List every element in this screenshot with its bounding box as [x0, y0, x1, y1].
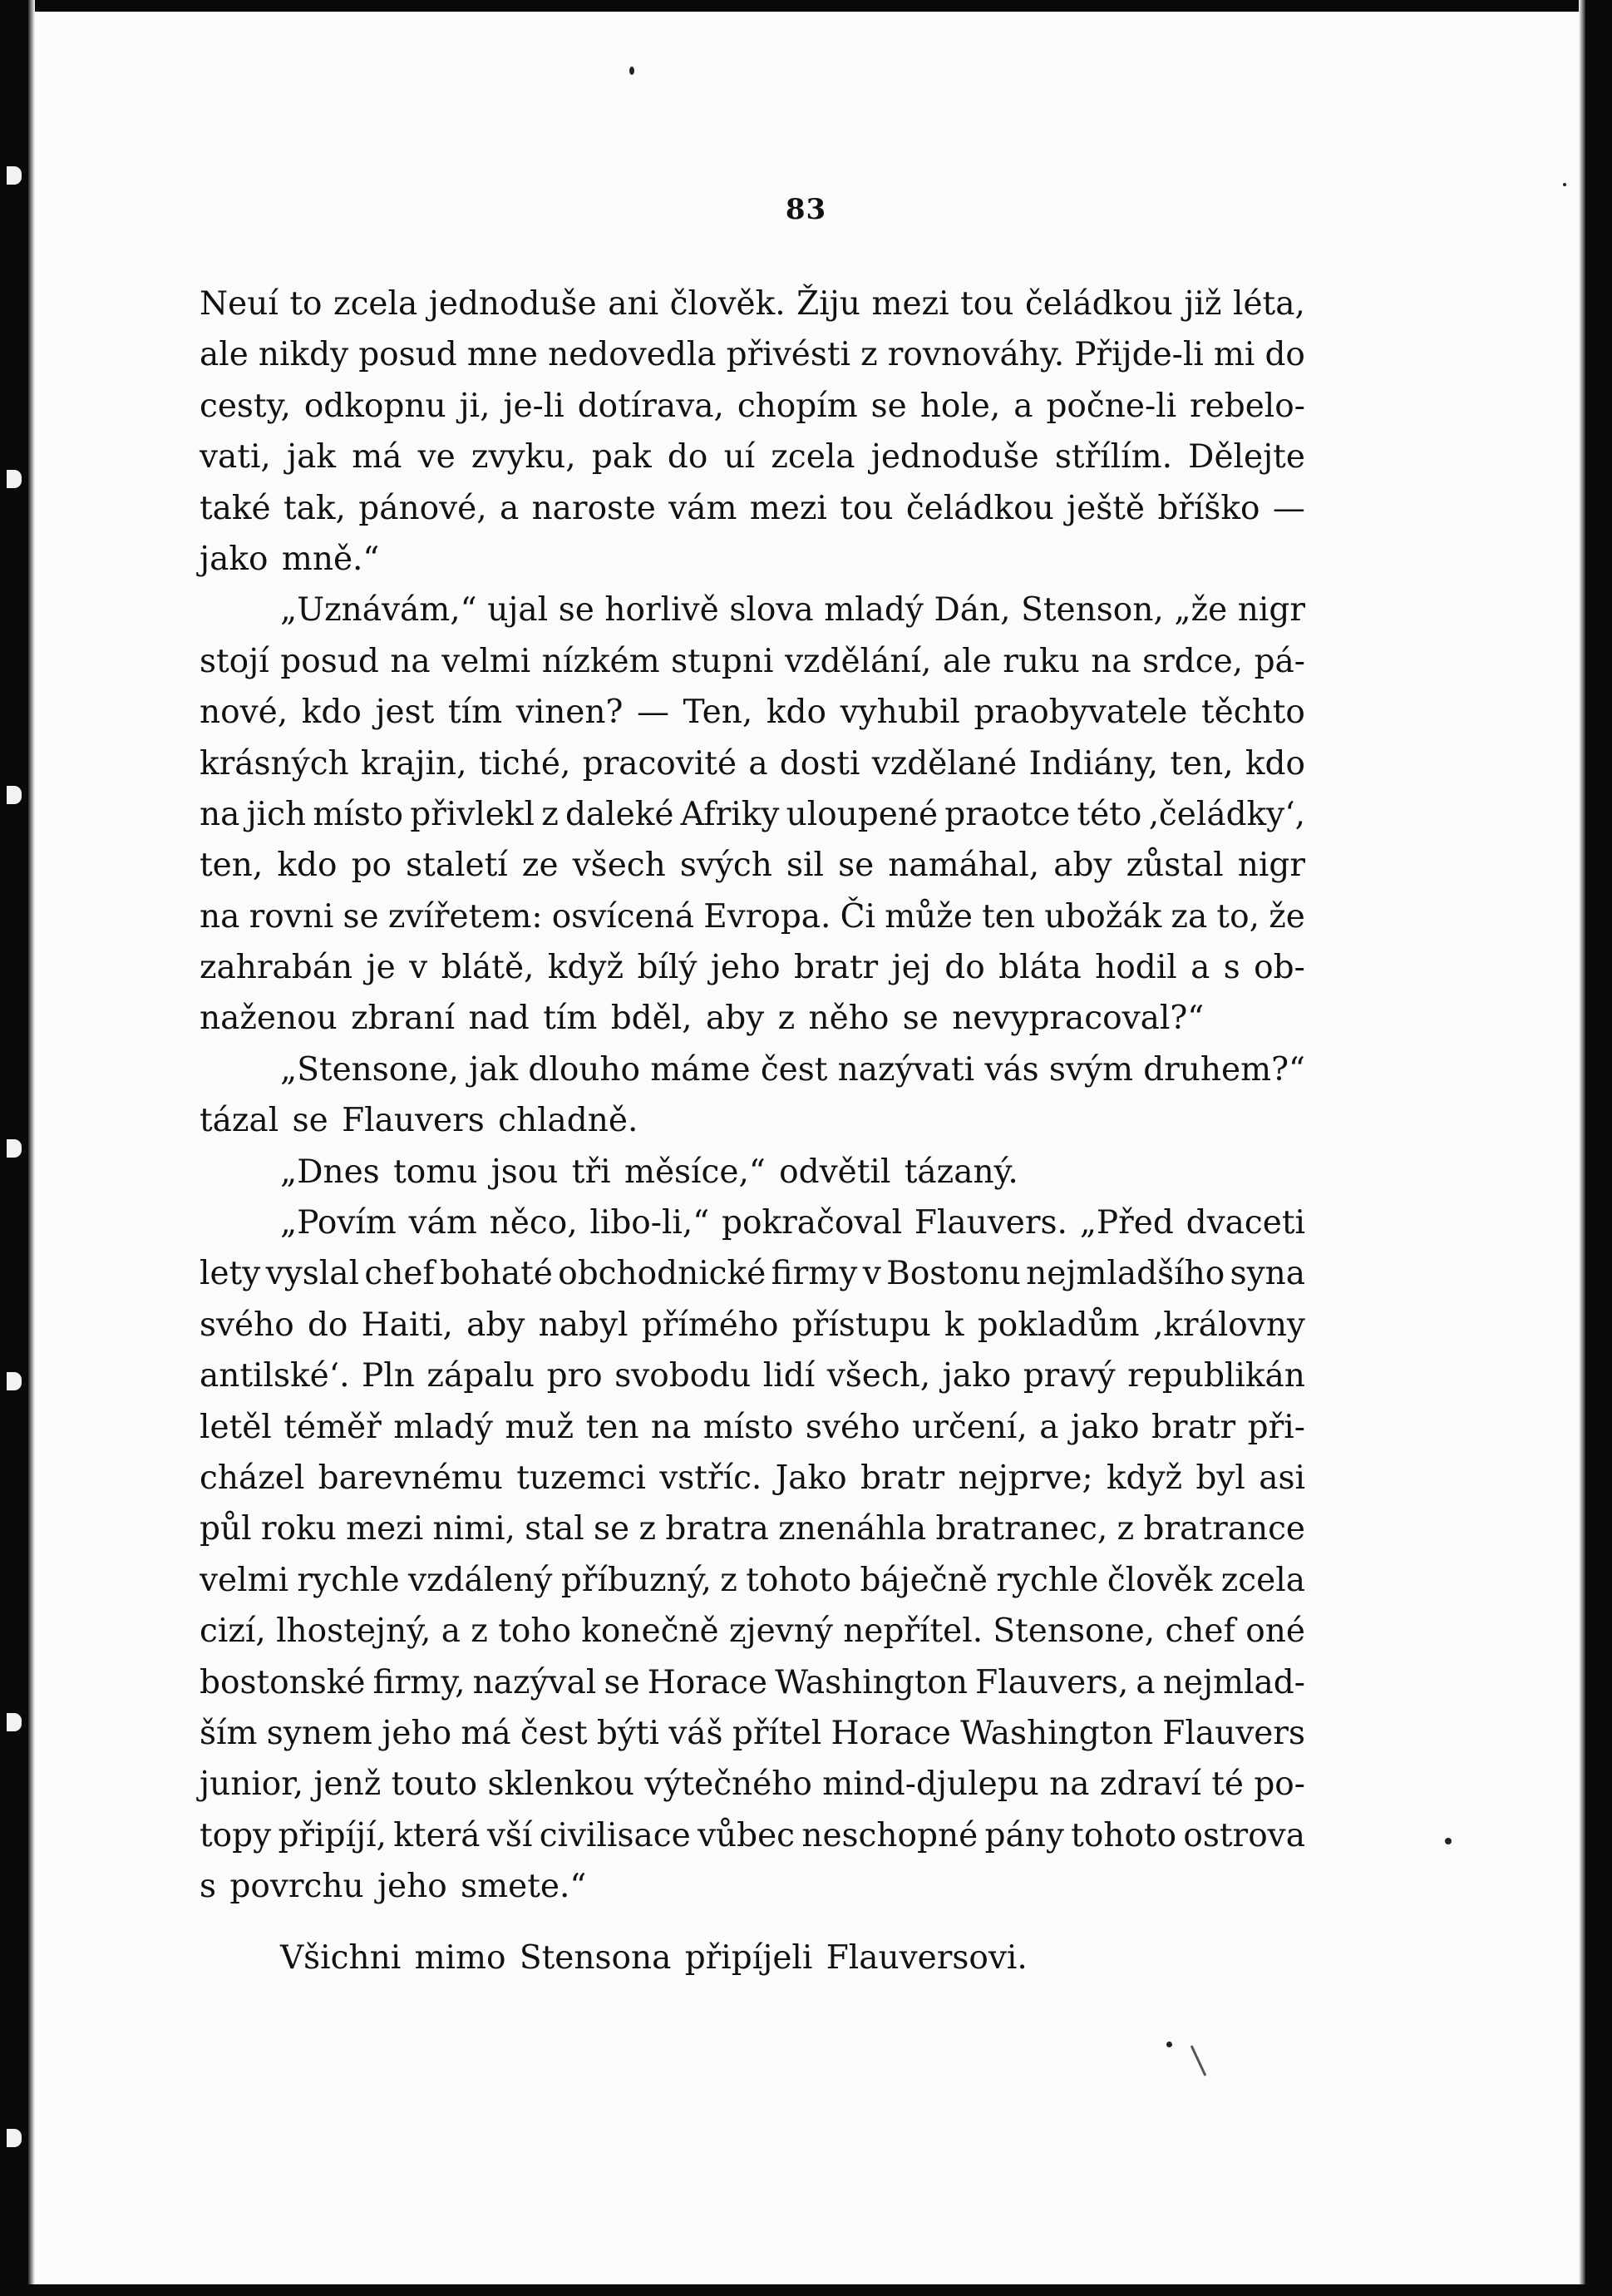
text-line: „Stensone, jak dlouho máme čest nazývati vás svým druhem?“ [280, 1050, 1305, 1089]
binding-hole-mark [7, 786, 22, 804]
scan-border-top [0, 0, 1612, 12]
text-line: Neuí to zcela jednoduše ani člověk. Žiju mezi tou čeládkou již léta, [200, 285, 1305, 323]
binding-hole-mark [7, 1372, 22, 1390]
text-line: naženou zbraní nad tím bděl, aby z něho se nevypracoval?“ [200, 1000, 1205, 1038]
binding-hole-mark [7, 1713, 22, 1731]
text-line: nové, kdo jest tím vinen? — Ten, kdo vyhubil praobyvatele těchto [200, 694, 1305, 732]
text-line: ten, kdo po staletí ze všech svých sil se namáhal, aby zůstal nigr [200, 847, 1305, 885]
text-line: tázal se Flauvers chladně. [200, 1102, 638, 1140]
scan-border-left-shadow [28, 0, 35, 2296]
text-line: „Dnes tomu jsou tři měsíce,“ odvětil tázaný. [280, 1153, 1018, 1191]
page-number: 83 [785, 193, 827, 226]
text-line: zahrabán je v blátě, když bílý jeho bratr jej do bláta hodil a s ob- [200, 949, 1305, 987]
ink-scratch [1191, 2045, 1207, 2076]
text-line: svého do Haiti, aby nabyl přímého přístupu k pokladům ‚královny [200, 1306, 1305, 1344]
text-line: na rovni se zvířetem: osvícená Evropa. Či může ten ubožák za to, že [200, 897, 1305, 936]
text-line: stojí posud na velmi nízkém stupni vzdělání, ale ruku na srdce, pá- [200, 642, 1305, 680]
text-line: lety vyslal chef bohaté obchodnické firmy v Bostonu nejmladšího syna [200, 1255, 1305, 1293]
text-line: vati, jak má ve zvyku, pak do uí zcela jednoduše střílím. Dělejte [200, 438, 1305, 476]
text-line: topy připíjí, která vší civilisace vůbec neschopné pány tohoto ostrova [200, 1816, 1305, 1854]
ink-speck [1563, 183, 1566, 186]
text-line: velmi rychle vzdálený příbuzný, z tohoto báječně rychle člověk zcela [200, 1561, 1305, 1599]
text-line: antilské‘. Pln zápalu pro svobodu lidí všech, jako pravý republikán [200, 1357, 1305, 1395]
binding-hole-mark [7, 1139, 22, 1158]
text-line: půl roku mezi nimi, stal se z bratra znenáhla bratranec, z bratrance [200, 1510, 1305, 1548]
text-line: junior, jenž touto sklenkou výtečného mind-djulepu na zdraví té po- [200, 1765, 1305, 1804]
scan-border-right-shadow [1579, 0, 1585, 2296]
text-line: krásných krajin, tiché, pracovité a dosti vzdělané Indiány, ten, kdo [200, 744, 1305, 783]
text-line: Všichni mimo Stensona připíjeli Flauversovi. [280, 1938, 1028, 1977]
text-line: cházel barevnému tuzemci vstříc. Jako bratr nejprve; když byl asi [200, 1459, 1305, 1497]
text-line: cizí, lhostejný, a z toho konečně zjevný nepřítel. Stensone, chef oné [200, 1612, 1305, 1651]
text-line: letěl téměř mladý muž ten na místo svého určení, a jako bratr při- [200, 1408, 1305, 1446]
binding-hole-mark [7, 2129, 22, 2147]
text-line: cesty, odkopnu ji, je-li dotírava, chopím se hole, a počne-li rebelo- [200, 387, 1305, 425]
ink-speck [1445, 1838, 1452, 1844]
text-line: ale nikdy posud mne nedovedla přivésti z rovnováhy. Přijde-li mi do [200, 336, 1305, 374]
text-line: „Povím vám něco, libo-li,“ pokračoval Flauvers. „Před dvaceti [280, 1204, 1305, 1242]
text-line: na jich místo přivlekl z daleké Afriky uloupené praotce této ‚čeládky‘, [200, 795, 1305, 833]
body-text [200, 279, 1305, 1983]
scan-border-right [1585, 0, 1612, 2296]
text-line: jako mně.“ [200, 540, 380, 578]
scan-border-bottom [0, 2284, 1612, 2296]
text-line: ším synem jeho má čest býti váš přítel Horace Washington Flauvers [200, 1714, 1305, 1752]
binding-hole-mark [7, 470, 22, 488]
ink-speck [629, 67, 634, 75]
ink-speck [1166, 2042, 1172, 2047]
binding-hole-mark [7, 166, 22, 185]
text-line: bostonské firmy, nazýval se Horace Washington Flauvers, a nejmlad- [200, 1663, 1305, 1701]
text-line: také tak, pánové, a naroste vám mezi tou čeládkou ještě bříško — [200, 489, 1305, 527]
text-line: „Uznávám,“ ujal se horlivě slova mladý Dán, Stenson, „že nigr [280, 591, 1305, 630]
text-line: s povrchu jeho smete.“ [200, 1868, 587, 1906]
